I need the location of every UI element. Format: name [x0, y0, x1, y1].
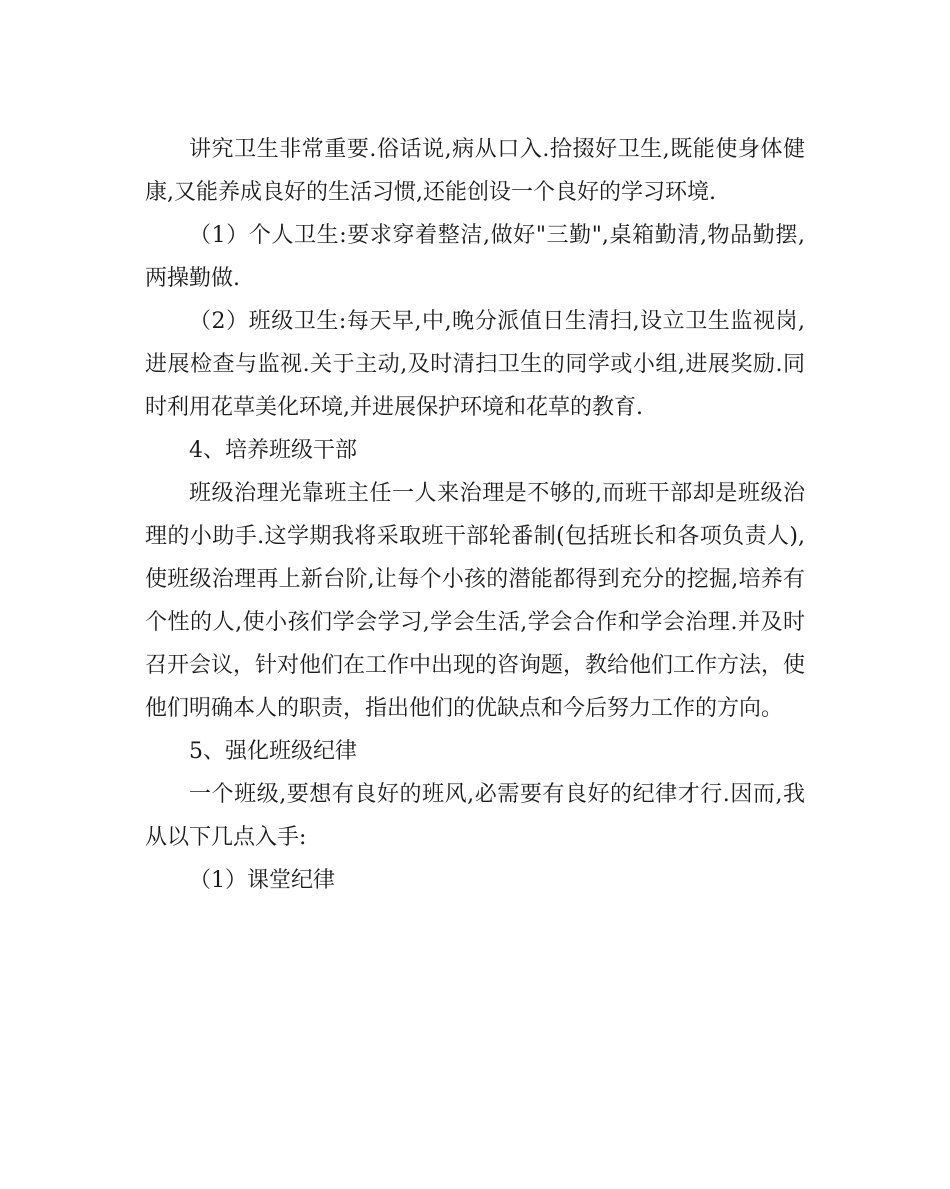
- paragraph-cadres-line-4: 个性的人,使小孩们学会学习,学会生活,学会合作和学会治理.并及时: [145, 610, 805, 635]
- section-heading-discipline: 5、强化班级纪律: [189, 739, 357, 764]
- item-class-hygiene-line-2: 进展检查与监视.关于主动,及时清扫卫生的同学或小组,进展奖励.同: [145, 352, 805, 377]
- paragraph-cadres-line-3: 使班级治理再上新台阶,让每个小孩的潜能都得到充分的挖掘,培养有: [145, 567, 805, 592]
- document-body: [145, 128, 805, 902]
- paragraph-hygiene-line-1: 讲究卫生非常重要.俗话说,病从口入.拾掇好卫生,既能使身体健: [189, 137, 805, 162]
- paragraph-cadres-line-1: 班级治理光靠班主任一人来治理是不够的,而班干部却是班级治: [189, 481, 805, 506]
- paragraph-cadres-line-5: 召开会议，针对他们在工作中出现的咨询题，教给他们工作方法，使: [145, 653, 806, 678]
- paragraph-hygiene-line-2: 康,又能养成良好的生活习惯,还能创设一个良好的学习环境.: [145, 180, 716, 205]
- paragraph-discipline-line-1: 一个班级,要想有良好的班风,必需要有良好的纪律才行.因而,我: [189, 782, 805, 807]
- paragraph-cadres-line-6: 他们明确本人的职责，指出他们的优缺点和今后努力工作的方向。: [145, 696, 784, 721]
- item-class-hygiene-line-3: 时利用花草美化环境,并进展保护环境和花草的教育.: [145, 395, 643, 420]
- item-class-hygiene-line-1: （2）班级卫生:每天早,中,晚分派值日生清扫,设立卫生监视岗,: [189, 309, 805, 334]
- paragraph-cadres-line-2: 理的小助手.这学期我将采取班干部轮番制(包括班长和各项负责人),: [145, 524, 805, 549]
- section-heading-class-cadres: 4、培养班级干部: [189, 438, 357, 463]
- paragraph-discipline-line-2: 从以下几点入手:: [145, 825, 307, 850]
- item-personal-hygiene-line-1: （1）个人卫生:要求穿着整洁,做好"三勤",桌箱勤清,物品勤摆,: [189, 223, 805, 248]
- item-classroom-discipline: （1）课堂纪律: [189, 868, 335, 893]
- item-personal-hygiene-line-2: 两操勤做.: [145, 266, 240, 291]
